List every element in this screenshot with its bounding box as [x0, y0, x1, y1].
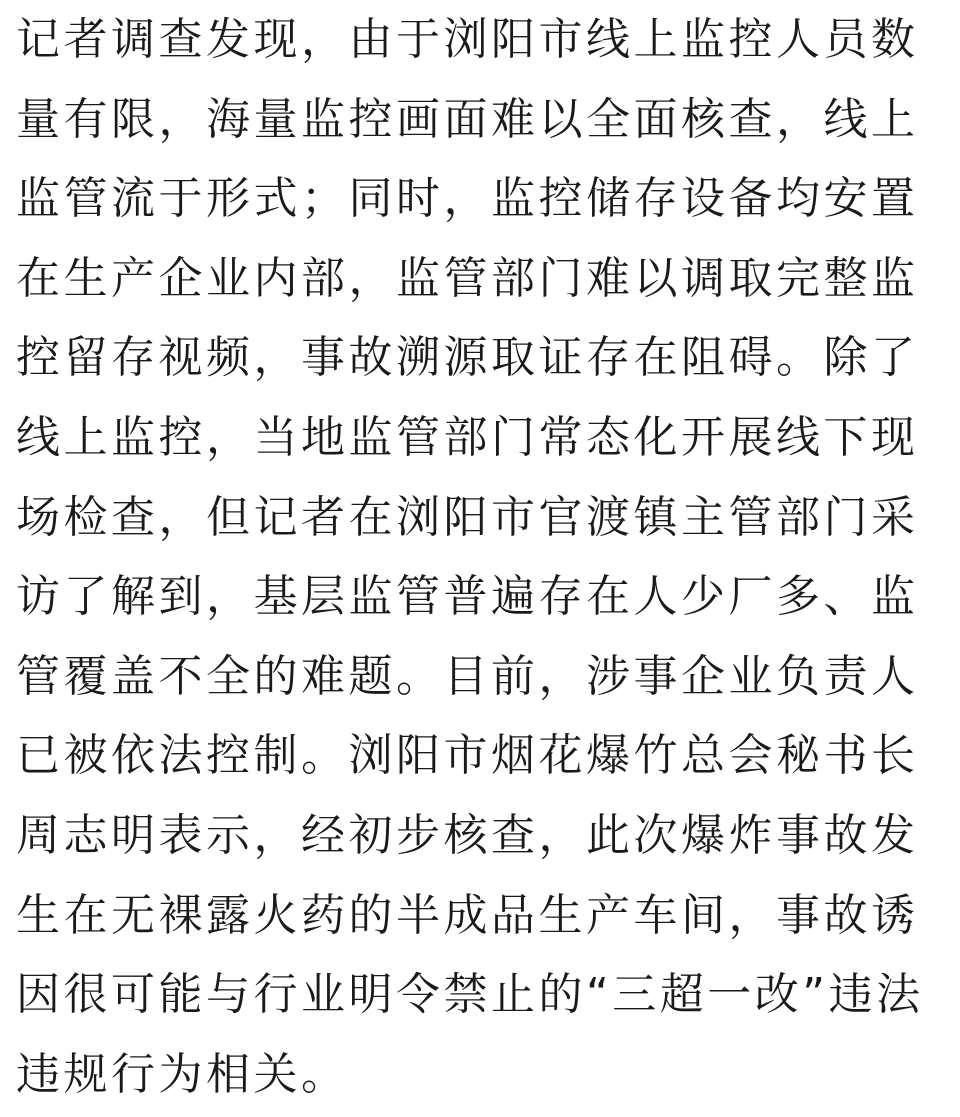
article-line-8: 访了解到，基层监管普遍存在人少厂多、监 [16, 571, 919, 623]
article-line-13: 因很可能与行业明令禁止的“三超一改”违法 [16, 969, 924, 1021]
article-line-10: 已被依法控制。浏阳市烟花爆竹总会秘书长 [16, 730, 919, 782]
article-line-7: 场检查，但记者在浏阳市官渡镇主管部门采 [16, 491, 919, 543]
article-line-6: 线上监控，当地监管部门常态化开展线下现 [16, 411, 919, 463]
article-line-4: 在生产企业内部，监管部门难以调取完整监 [16, 252, 919, 304]
article-line-5: 控留存视频，事故溯源取证存在阻碍。除了 [16, 332, 919, 384]
article-line-9: 管覆盖不全的难题。目前，涉事企业负责人 [16, 650, 919, 702]
article-line-1: 记者调查发现，由于浏阳市线上监控人员数 [16, 14, 919, 65]
article-line-14: 违规行为相关。 [16, 1048, 349, 1100]
article-line-11: 周志明表示，经初步核查，此次爆炸事故发 [16, 809, 919, 861]
article-line-12: 生在无裸露火药的半成品生产车间，事故诱 [16, 889, 919, 941]
article-line-3: 监管流于形式；同时，监控储存设备均安置 [16, 173, 919, 225]
article-line-2: 量有限，海量监控画面难以全面核查，线上 [16, 93, 919, 145]
article-body [16, 0, 952, 1114]
